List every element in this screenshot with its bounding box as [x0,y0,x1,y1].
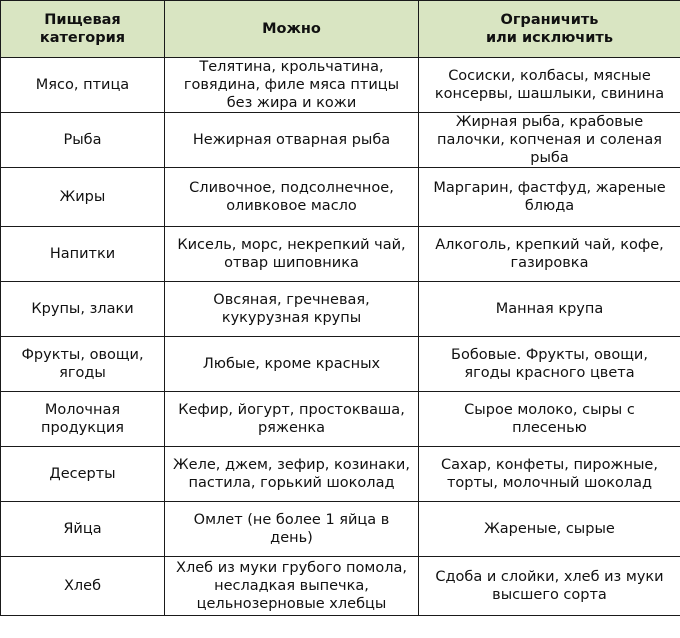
category-cell [1,502,165,557]
cell-text: Алкоголь, крепкий чай, кофе, газировка [435,237,664,271]
allowed-cell [165,113,419,168]
table-row [1,392,680,447]
cell-text: Любые, кроме красных [202,356,381,372]
cell-text: Мясо, птица [35,77,130,93]
restricted-cell [419,447,680,502]
cell-text: Сдоба и слойки, хлеб из муки высшего сорта [435,569,664,603]
restricted-cell [419,227,680,282]
restricted-cell [419,282,680,337]
category-cell [1,392,165,447]
allowed-cell [165,392,419,447]
allowed-cell [165,282,419,337]
header-allowed: Можно [165,1,419,58]
cell-text: Фрукты, овощи, ягоды [21,347,144,381]
header-row [1,1,680,58]
table-row [1,58,680,113]
table-row [1,227,680,282]
category-cell [1,168,165,227]
cell-text: Омлет (не более 1 яйца в день) [193,512,390,546]
cell-text: Бобовые. Фрукты, овощи, ягоды красного цвета [451,347,648,381]
cell-text: Крупы, злаки [31,301,134,317]
allowed-cell [165,168,419,227]
cell-text: Кефир, йогурт, простокваша, ряженка [178,402,405,436]
cell-text: Сосиски, колбасы, мясные консервы, шашлыки, свинина [434,68,665,102]
restricted-cell [419,58,680,113]
restricted-cell [419,113,680,168]
restricted-cell [419,557,680,616]
cell-text: Хлеб [63,578,102,594]
category-cell [1,113,165,168]
allowed-cell [165,557,419,616]
category-cell [1,557,165,616]
cell-text: Рыба [63,132,102,148]
cell-text: Телятина, крольчатина, говядина, филе мяса птицы без жира и кожи [183,59,400,111]
cell-text: Хлеб из муки грубого помола, несладкая выпечка, цельнозерновые хлебцы [176,560,407,612]
table-row [1,502,680,557]
header-restricted: Ограничить или исключить [419,1,680,58]
header-category: Пищевая категория [1,1,165,58]
cell-text: Жирная рыба, крабовые палочки, копченая и соленая рыба [437,114,662,166]
cell-text: Сахар, конфеты, пирожные, торты, молочный шоколад [441,457,658,491]
cell-text: Маргарин, фастфуд, жареные блюда [433,180,666,214]
table-row [1,337,680,392]
cell-text: Напитки [49,246,116,262]
category-cell [1,447,165,502]
table-row [1,447,680,502]
cell-text: Нежирная отварная рыба [192,132,391,148]
table-row [1,168,680,227]
cell-text: Десерты [49,466,116,482]
cell-text: Жареные, сырые [484,521,615,537]
allowed-cell [165,502,419,557]
category-cell [1,282,165,337]
allowed-cell [165,58,419,113]
restricted-cell [419,168,680,227]
cell-text: Сливочное, подсолнечное, оливковое масло [189,180,394,214]
cell-text: Яйца [63,521,102,537]
category-cell [1,58,165,113]
table-row [1,282,680,337]
table-row [1,113,680,168]
category-cell [1,337,165,392]
cell-text: Сырое молоко, сыры с плесенью [464,402,635,436]
restricted-cell [419,392,680,447]
restricted-cell [419,337,680,392]
cell-text: Манная крупа [495,301,604,317]
restricted-cell [419,502,680,557]
cell-text: Молочная продукция [41,402,124,436]
cell-text: Кисель, морс, некрепкий чай, отвар шиповника [177,237,406,271]
cell-text: Овсяная, гречневая, кукурузная крупы [213,292,370,326]
cell-text: Желе, джем, зефир, козинаки, пастила, горький шоколад [173,457,410,491]
allowed-cell [165,227,419,282]
allowed-cell [165,337,419,392]
category-cell [1,227,165,282]
cell-text: Жиры [59,189,106,205]
allowed-cell [165,447,419,502]
table-row [1,557,680,616]
